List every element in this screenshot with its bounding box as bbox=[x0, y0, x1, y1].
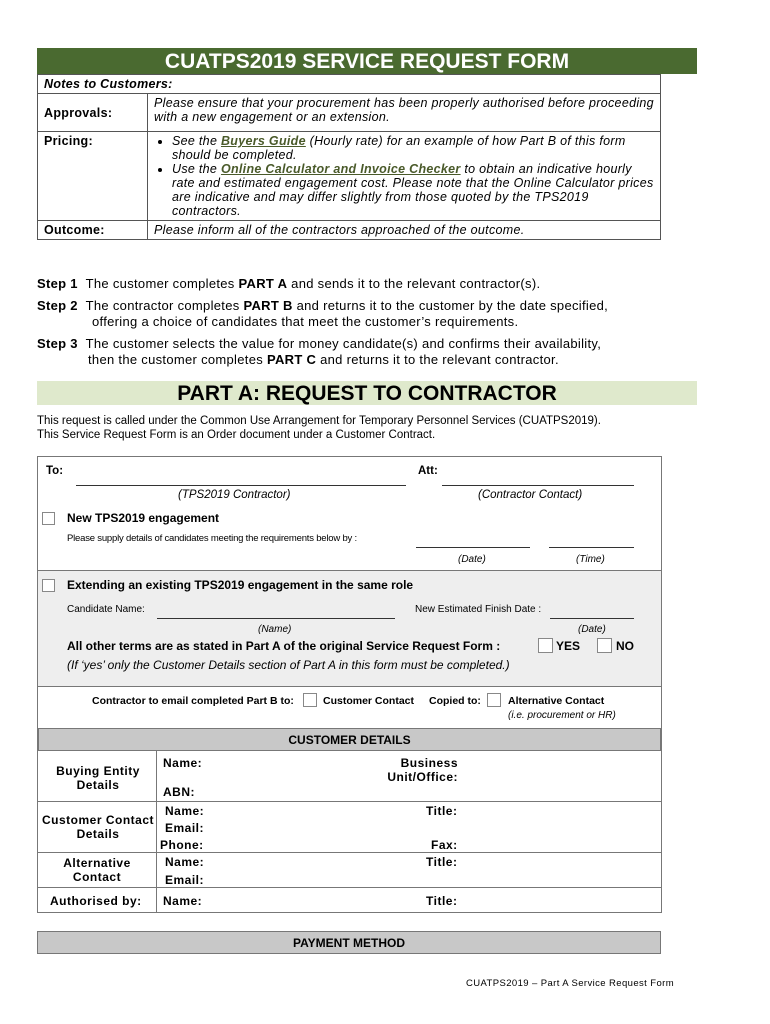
contact-email-label: Email: bbox=[165, 821, 205, 835]
date-caption: (Date) bbox=[458, 554, 486, 565]
step-2 bbox=[37, 298, 697, 330]
customer-contact-checkbox[interactable] bbox=[303, 693, 317, 707]
yes-label: YES bbox=[556, 639, 581, 653]
step-1-label: Step 1 bbox=[37, 276, 78, 291]
approvals-text: Please ensure that your procurement has been properly authorised before proceeding with a new engagement or an extension. bbox=[148, 94, 661, 132]
pricing-1-post: (Hourly rate) for an example of how Part B of this form should be completed. bbox=[172, 134, 626, 162]
notes-heading: Notes to Customers: bbox=[38, 75, 661, 94]
alt-contact-note: (i.e. procurement or HR) bbox=[508, 710, 616, 721]
supply-details-text: Please supply details of candidates meeting the requirements below by : bbox=[67, 533, 357, 544]
outcome-label: Outcome: bbox=[38, 221, 148, 240]
row-divider-2 bbox=[38, 852, 661, 853]
step-3-label: Step 3 bbox=[37, 336, 78, 351]
pricing-list bbox=[154, 134, 654, 218]
extending-section bbox=[38, 570, 661, 687]
step-3-line2-bold: PART C bbox=[266, 352, 317, 367]
buyers-guide-link[interactable]: Buyers Guide bbox=[220, 134, 306, 148]
customer-contact-label: Customer Contact Details bbox=[42, 813, 155, 841]
extending-label: Extending an existing TPS2019 engagement in the same role bbox=[67, 578, 414, 592]
step-1-bold: PART A bbox=[238, 276, 288, 291]
contact-title-label: Title: bbox=[426, 804, 458, 818]
online-calculator-link[interactable]: Online Calculator and Invoice Checker bbox=[220, 162, 461, 176]
yes-checkbox[interactable] bbox=[538, 638, 553, 653]
abn-label: ABN: bbox=[163, 785, 195, 799]
step-2-label: Step 2 bbox=[37, 298, 78, 313]
att-field[interactable] bbox=[442, 485, 634, 486]
time-caption: (Time) bbox=[576, 554, 605, 565]
step-2-bold: PART B bbox=[243, 298, 293, 313]
to-field[interactable] bbox=[76, 485, 406, 486]
copied-to-label: Copied to: bbox=[429, 695, 481, 707]
step-2-line2: offering a choice of candidates that meet the customer’s requirements. bbox=[92, 314, 519, 329]
outcome-text: Please inform all of the contractors approached of the outcome. bbox=[148, 221, 661, 240]
row-divider-1 bbox=[38, 801, 661, 802]
if-yes-note: (If ‘yes’ only the Customer Details section of Part A in this form must be completed.) bbox=[67, 658, 510, 672]
pricing-1-pre: See the bbox=[172, 134, 221, 148]
alternative-contact-option: Alternative Contact bbox=[508, 695, 605, 707]
pricing-2-post: to obtain an indicative hourly rate and estimated engagement cost. Please note that the Online Calculator prices are indicative and may differ slightly from those quoted by the TPS2019 contractors. bbox=[172, 162, 654, 218]
buying-entity-label: Buying Entity Details bbox=[56, 764, 140, 792]
alt-name-label: Name: bbox=[165, 855, 205, 869]
email-to-label: Contractor to email completed Part B to: bbox=[92, 695, 294, 707]
business-unit-label: Business Unit/Office: bbox=[387, 756, 458, 784]
contractor-contact-caption: (Contractor Contact) bbox=[478, 489, 583, 501]
buying-name-label: Name: bbox=[163, 756, 203, 770]
no-checkbox[interactable] bbox=[597, 638, 612, 653]
form-title: CUATPS2019 SERVICE REQUEST FORM bbox=[37, 48, 697, 74]
contact-phone-label: Phone: bbox=[160, 838, 204, 852]
notes-table bbox=[37, 74, 661, 240]
intro bbox=[37, 414, 702, 442]
pricing-item-2 bbox=[172, 162, 654, 218]
step-1 bbox=[37, 276, 697, 292]
alt-title-label: Title: bbox=[426, 855, 458, 869]
new-engagement-label: New TPS2019 engagement bbox=[67, 511, 220, 525]
payment-method-header: PAYMENT METHOD bbox=[37, 931, 661, 954]
part-a-title: PART A: REQUEST TO CONTRACTOR bbox=[37, 381, 697, 405]
footer: CUATPS2019 – Part A Service Request Form bbox=[466, 978, 675, 989]
alternative-contact-label: Alternative Contact bbox=[63, 856, 131, 884]
request-form bbox=[37, 456, 662, 913]
step-3-line2-post: and returns it to the relevant contractor. bbox=[316, 352, 559, 367]
intro-line-2: This Service Request Form is an Order document under a Customer Contract. bbox=[37, 429, 436, 441]
pricing-item-1 bbox=[172, 134, 654, 162]
step-3-line2-pre: then the customer completes bbox=[88, 352, 267, 367]
pricing-label: Pricing: bbox=[38, 132, 148, 221]
auth-name-label: Name: bbox=[163, 894, 203, 908]
new-finish-label: New Estimated Finish Date : bbox=[415, 604, 542, 615]
row-divider-3 bbox=[38, 887, 661, 888]
customer-details-header: CUSTOMER DETAILS bbox=[38, 728, 661, 751]
customer-contact-option: Customer Contact bbox=[323, 695, 415, 707]
candidate-name-field[interactable] bbox=[157, 618, 395, 619]
date-caption-2: (Date) bbox=[578, 624, 606, 635]
no-label: NO bbox=[616, 639, 634, 653]
name-caption: (Name) bbox=[258, 624, 292, 635]
alternative-contact-checkbox[interactable] bbox=[487, 693, 501, 707]
step-1-pre: The customer completes bbox=[85, 276, 239, 291]
step-3 bbox=[37, 336, 697, 368]
auth-title-label: Title: bbox=[426, 894, 458, 908]
pricing-2-pre: Use the bbox=[172, 162, 221, 176]
intro-line-1: This request is called under the Common Use Arrangement for Temporary Personnel Services (CUATPS2019). bbox=[37, 415, 601, 427]
supply-date-field[interactable] bbox=[416, 547, 530, 548]
approvals-label: Approvals: bbox=[38, 94, 148, 132]
to-label: To: bbox=[46, 465, 64, 477]
att-label: Att: bbox=[418, 465, 438, 477]
extending-checkbox[interactable] bbox=[42, 579, 55, 592]
step-2-pre: The contractor completes bbox=[85, 298, 244, 313]
contact-fax-label: Fax: bbox=[431, 838, 458, 852]
new-engagement-checkbox[interactable] bbox=[42, 512, 55, 525]
step-2-post: and returns it to the customer by the date specified, bbox=[292, 298, 609, 313]
step-3-pre: The customer selects the value for money candidate(s) and confirms their availability, bbox=[85, 336, 602, 351]
supply-time-field[interactable] bbox=[549, 547, 634, 548]
other-terms-text: All other terms are as stated in Part A of the original Service Request Form : bbox=[67, 639, 501, 653]
step-1-post: and sends it to the relevant contractor(s). bbox=[287, 276, 541, 291]
alt-email-label: Email: bbox=[165, 873, 205, 887]
authorised-by-label: Authorised by: bbox=[50, 894, 142, 908]
contact-name-label: Name: bbox=[165, 804, 205, 818]
new-finish-field[interactable] bbox=[550, 618, 634, 619]
candidate-name-label: Candidate Name: bbox=[67, 604, 145, 615]
tps-contractor-caption: (TPS2019 Contractor) bbox=[178, 489, 291, 501]
